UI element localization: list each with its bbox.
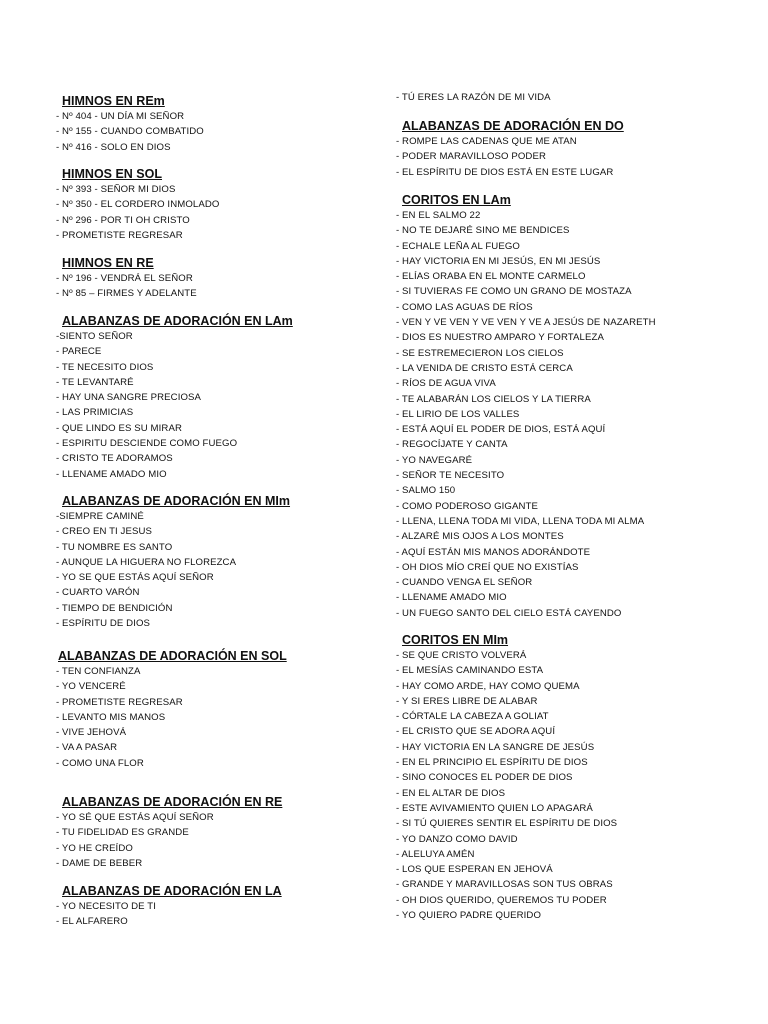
section-himnos-en-sol	[56, 166, 376, 243]
song-list	[56, 109, 376, 155]
song-item: - UN FUEGO SANTO DEL CIELO ESTÁ CAYENDO	[396, 607, 622, 619]
song-list	[396, 90, 756, 105]
section-heading: ALABANZAS DE ADORACIÓN EN LAm	[62, 314, 293, 328]
song-item: - SEÑOR TE NECESITO	[396, 470, 505, 482]
song-item: - YO SÉ QUE ESTÁS AQUÍ SEÑOR	[56, 812, 214, 823]
song-item: - EL LIRIO DE LOS VALLES	[396, 408, 520, 420]
song-item: -SIENTO SEÑOR	[56, 331, 133, 342]
song-item: - TU FIDELIDAD ES GRANDE	[56, 827, 189, 839]
song-item: - TU NOMBRE ES SANTO	[56, 541, 173, 553]
song-item: - Nº 155 - CUANDO COMBATIDO	[56, 126, 204, 138]
song-item: - LAS PRIMICIAS	[56, 407, 134, 419]
song-item: - Nº 350 - EL CORDERO INMOLADO	[56, 199, 220, 211]
section-coritos-en-mim	[396, 632, 756, 923]
section-himnos-en-rem	[56, 93, 376, 155]
song-item: - CUARTO VARÓN	[56, 587, 140, 599]
section-alabanzas-de-adoracion-en-mim	[56, 493, 376, 631]
song-item: - Nº 404 - UN DÍA MI SEÑOR	[56, 111, 185, 122]
song-item: - DIOS ES NUESTRO AMPARO Y FORTALEZA	[396, 332, 604, 344]
song-item: - ESTE AVIVAMIENTO QUIEN LO APAGARÁ	[396, 802, 593, 814]
song-item: - EL ALFARERO	[56, 916, 128, 928]
song-item: - CRISTO TE ADORAMOS	[56, 453, 173, 465]
section-alabanzas-de-adoracion-en-sol	[56, 648, 376, 771]
song-item: - PROMETISTE REGRESAR	[56, 696, 183, 708]
song-item: - AUNQUE LA HIGUERA NO FLOREZCA	[56, 556, 237, 568]
song-item: - TE ALABARÁN LOS CIELOS Y LA TIERRA	[396, 393, 591, 405]
song-item: - LOS QUE ESPERAN EN JEHOVÁ	[396, 864, 553, 876]
song-item: - ECHALE LEÑA AL FUEGO	[396, 240, 520, 252]
song-item: - EL ESPÍRITU DE DIOS ESTÁ EN ESTE LUGAR	[396, 166, 614, 178]
song-item: - AQUÍ ESTÁN MIS MANOS ADORÁNDOTE	[396, 546, 591, 558]
song-item: - SINO CONOCES EL PODER DE DIOS	[396, 772, 573, 784]
song-item: - HAY COMO ARDE, HAY COMO QUEMA	[396, 680, 580, 692]
song-item: - TEN CONFIANZA	[56, 666, 141, 677]
song-item: - YO NAVEGARÉ	[396, 454, 473, 466]
section-heading: ALABANZAS DE ADORACIÓN EN MIm	[62, 494, 291, 508]
song-item: - DAME DE BEBER	[56, 857, 143, 869]
song-item: - ALELUYA AMÉN	[396, 848, 475, 860]
song-item: - COMO PODEROSO GIGANTE	[396, 500, 538, 512]
song-item: - HAY VICTORIA EN LA SANGRE DE JESÚS	[396, 741, 595, 753]
song-item: - TE NECESITO DIOS	[56, 361, 154, 373]
song-item: - PARECE	[56, 346, 102, 358]
song-item: - LA VENIDA DE CRISTO ESTÁ CERCA	[396, 362, 573, 374]
section-heading: CORITOS EN LAm	[402, 193, 511, 207]
song-list	[56, 509, 376, 631]
song-item: - Nº 416 - SOLO EN DIOS	[56, 141, 171, 153]
section-heading: ALABANZAS DE ADORACIÓN EN DO	[402, 119, 624, 133]
song-item: - SALMO 150	[396, 485, 456, 497]
song-item: - CREO EN TI JESUS	[56, 526, 152, 538]
song-item: - Nº 196 - VENDRÁ EL SEÑOR	[56, 273, 193, 284]
song-item: - YO QUIERO PADRE QUERIDO	[396, 910, 542, 922]
song-item: - TÚ ERES LA RAZÓN DE MI VIDA	[396, 92, 551, 103]
song-item: - GRANDE Y MARAVILLOSAS SON TUS OBRAS	[396, 879, 613, 891]
song-item: - SE ESTREMECIERON LOS CIELOS	[396, 347, 564, 359]
song-item: - SE QUE CRISTO VOLVERÁ	[396, 650, 527, 661]
song-list	[56, 182, 376, 243]
song-item: - RÍOS DE AGUA VIVA	[396, 378, 496, 390]
song-item: - OH DIOS QUERIDO, QUEREMOS TU PODER	[396, 894, 607, 906]
song-item: - PODER MARAVILLOSO PODER	[396, 151, 546, 163]
song-item: - COMO LAS AGUAS DE RÍOS	[396, 301, 533, 313]
song-item: - VEN Y VE VEN Y VE VEN Y VE A JESÚS DE NAZARETH	[396, 317, 656, 329]
song-list	[56, 329, 376, 482]
song-item: - ALZARÉ MIS OJOS A LOS MONTES	[396, 531, 564, 543]
song-item: - TE LEVANTARÉ	[56, 376, 134, 388]
song-item: - TIEMPO DE BENDICIÓN	[56, 602, 173, 614]
song-item: - YO HE CREÍDO	[56, 842, 133, 854]
song-item: - Nº 85 – FIRMES Y ADELANTE	[56, 288, 197, 300]
song-item: - Y SI ERES LIBRE DE ALABAR	[396, 695, 538, 707]
section-alabanzas-de-adoracion-en-do	[396, 118, 756, 180]
song-list	[396, 208, 756, 621]
song-item: - YO NECESITO DE TI	[56, 901, 156, 912]
song-item: - QUE LINDO ES SU MIRAR	[56, 422, 182, 434]
section-heading: ALABANZAS DE ADORACIÓN EN SOL	[58, 649, 287, 663]
song-item: - ESPÍRITU DE DIOS	[56, 618, 151, 630]
section-heading: HIMNOS EN RE	[62, 256, 154, 270]
song-item: - YO VENCERÉ	[56, 681, 126, 693]
section-heading: HIMNOS EN REm	[62, 94, 165, 108]
song-item: - Nº 393 - SEÑOR MI DIOS	[56, 184, 176, 195]
song-list	[56, 810, 376, 871]
song-item: - ESPIRITU DESCIENDE COMO FUEGO	[56, 438, 238, 450]
song-item: - HAY VICTORIA EN MI JESÚS, EN MI JESÚS	[396, 255, 601, 267]
section-continued	[396, 90, 756, 105]
song-item: - LLENAME AMADO MIO	[56, 468, 167, 480]
song-item: - PROMETISTE REGRESAR	[56, 229, 183, 241]
song-item: - ESTÁ AQUÍ EL PODER DE DIOS, ESTÁ AQUÍ	[396, 424, 606, 436]
song-item: - LLENAME AMADO MIO	[396, 592, 507, 604]
section-heading: HIMNOS EN SOL	[62, 167, 163, 181]
song-item: - VA A PASAR	[56, 742, 118, 754]
song-item: - LEVANTO MIS MANOS	[56, 711, 166, 723]
song-list	[56, 271, 376, 302]
section-himnos-en-re	[56, 255, 376, 302]
song-list	[56, 664, 376, 771]
song-item: - ELÍAS ORABA EN EL MONTE CARMELO	[396, 271, 586, 283]
song-list	[56, 899, 376, 930]
section-alabanzas-de-adoracion-en-re	[56, 794, 376, 871]
song-item: - CUANDO VENGA EL SEÑOR	[396, 577, 533, 589]
song-item: - ROMPE LAS CADENAS QUE ME ATAN	[396, 136, 577, 147]
song-item: - COMO UNA FLOR	[56, 757, 144, 769]
song-item: - EN EL PRINCIPIO EL ESPÍRITU DE DIOS	[396, 757, 588, 769]
section-alabanzas-de-adoracion-en-lam	[56, 313, 376, 482]
song-item: - EN EL SALMO 22	[396, 210, 481, 221]
song-item: - YO DANZO COMO DAVID	[396, 833, 518, 845]
song-item: - EN EL ALTAR DE DIOS	[396, 787, 506, 799]
song-item: -SIEMPRE CAMINÉ	[56, 511, 144, 522]
song-item: - VIVE JEHOVÁ	[56, 727, 127, 739]
song-item: - OH DIOS MÍO CREÍ QUE NO EXISTÍAS	[396, 561, 579, 573]
song-item: - SI TUVIERAS FE COMO UN GRANO DE MOSTAZA	[396, 286, 632, 298]
song-list	[396, 134, 756, 180]
song-item: - Nº 296 - POR TI OH CRISTO	[56, 214, 190, 226]
section-heading: ALABANZAS DE ADORACIÓN EN RE	[62, 795, 283, 809]
song-item: - EL MESÍAS CAMINANDO ESTA	[396, 665, 544, 677]
section-alabanzas-de-adoracion-en-la	[56, 883, 376, 930]
song-item: - SI TÚ QUIERES SENTIR EL ESPÍRITU DE DIOS	[396, 818, 618, 830]
song-list	[396, 648, 756, 923]
section-coritos-en-lam	[396, 192, 756, 621]
song-item: - YO SE QUE ESTÁS AQUÍ SEÑOR	[56, 572, 214, 584]
song-item: - EL CRISTO QUE SE ADORA AQUÍ	[396, 726, 556, 738]
song-item: - HAY UNA SANGRE PRECIOSA	[56, 392, 202, 404]
song-item: - REGOCÍJATE Y CANTA	[396, 439, 508, 451]
song-item: - CÓRTALE LA CABEZA A GOLIAT	[396, 711, 549, 723]
song-item: - LLENA, LLENA TODA MI VIDA, LLENA TODA MI ALMA	[396, 515, 645, 527]
section-heading: CORITOS EN MIm	[402, 633, 509, 647]
song-item: - NO TE DEJARÉ SINO ME BENDICES	[396, 225, 570, 237]
section-heading: ALABANZAS DE ADORACIÓN EN LA	[62, 884, 282, 898]
